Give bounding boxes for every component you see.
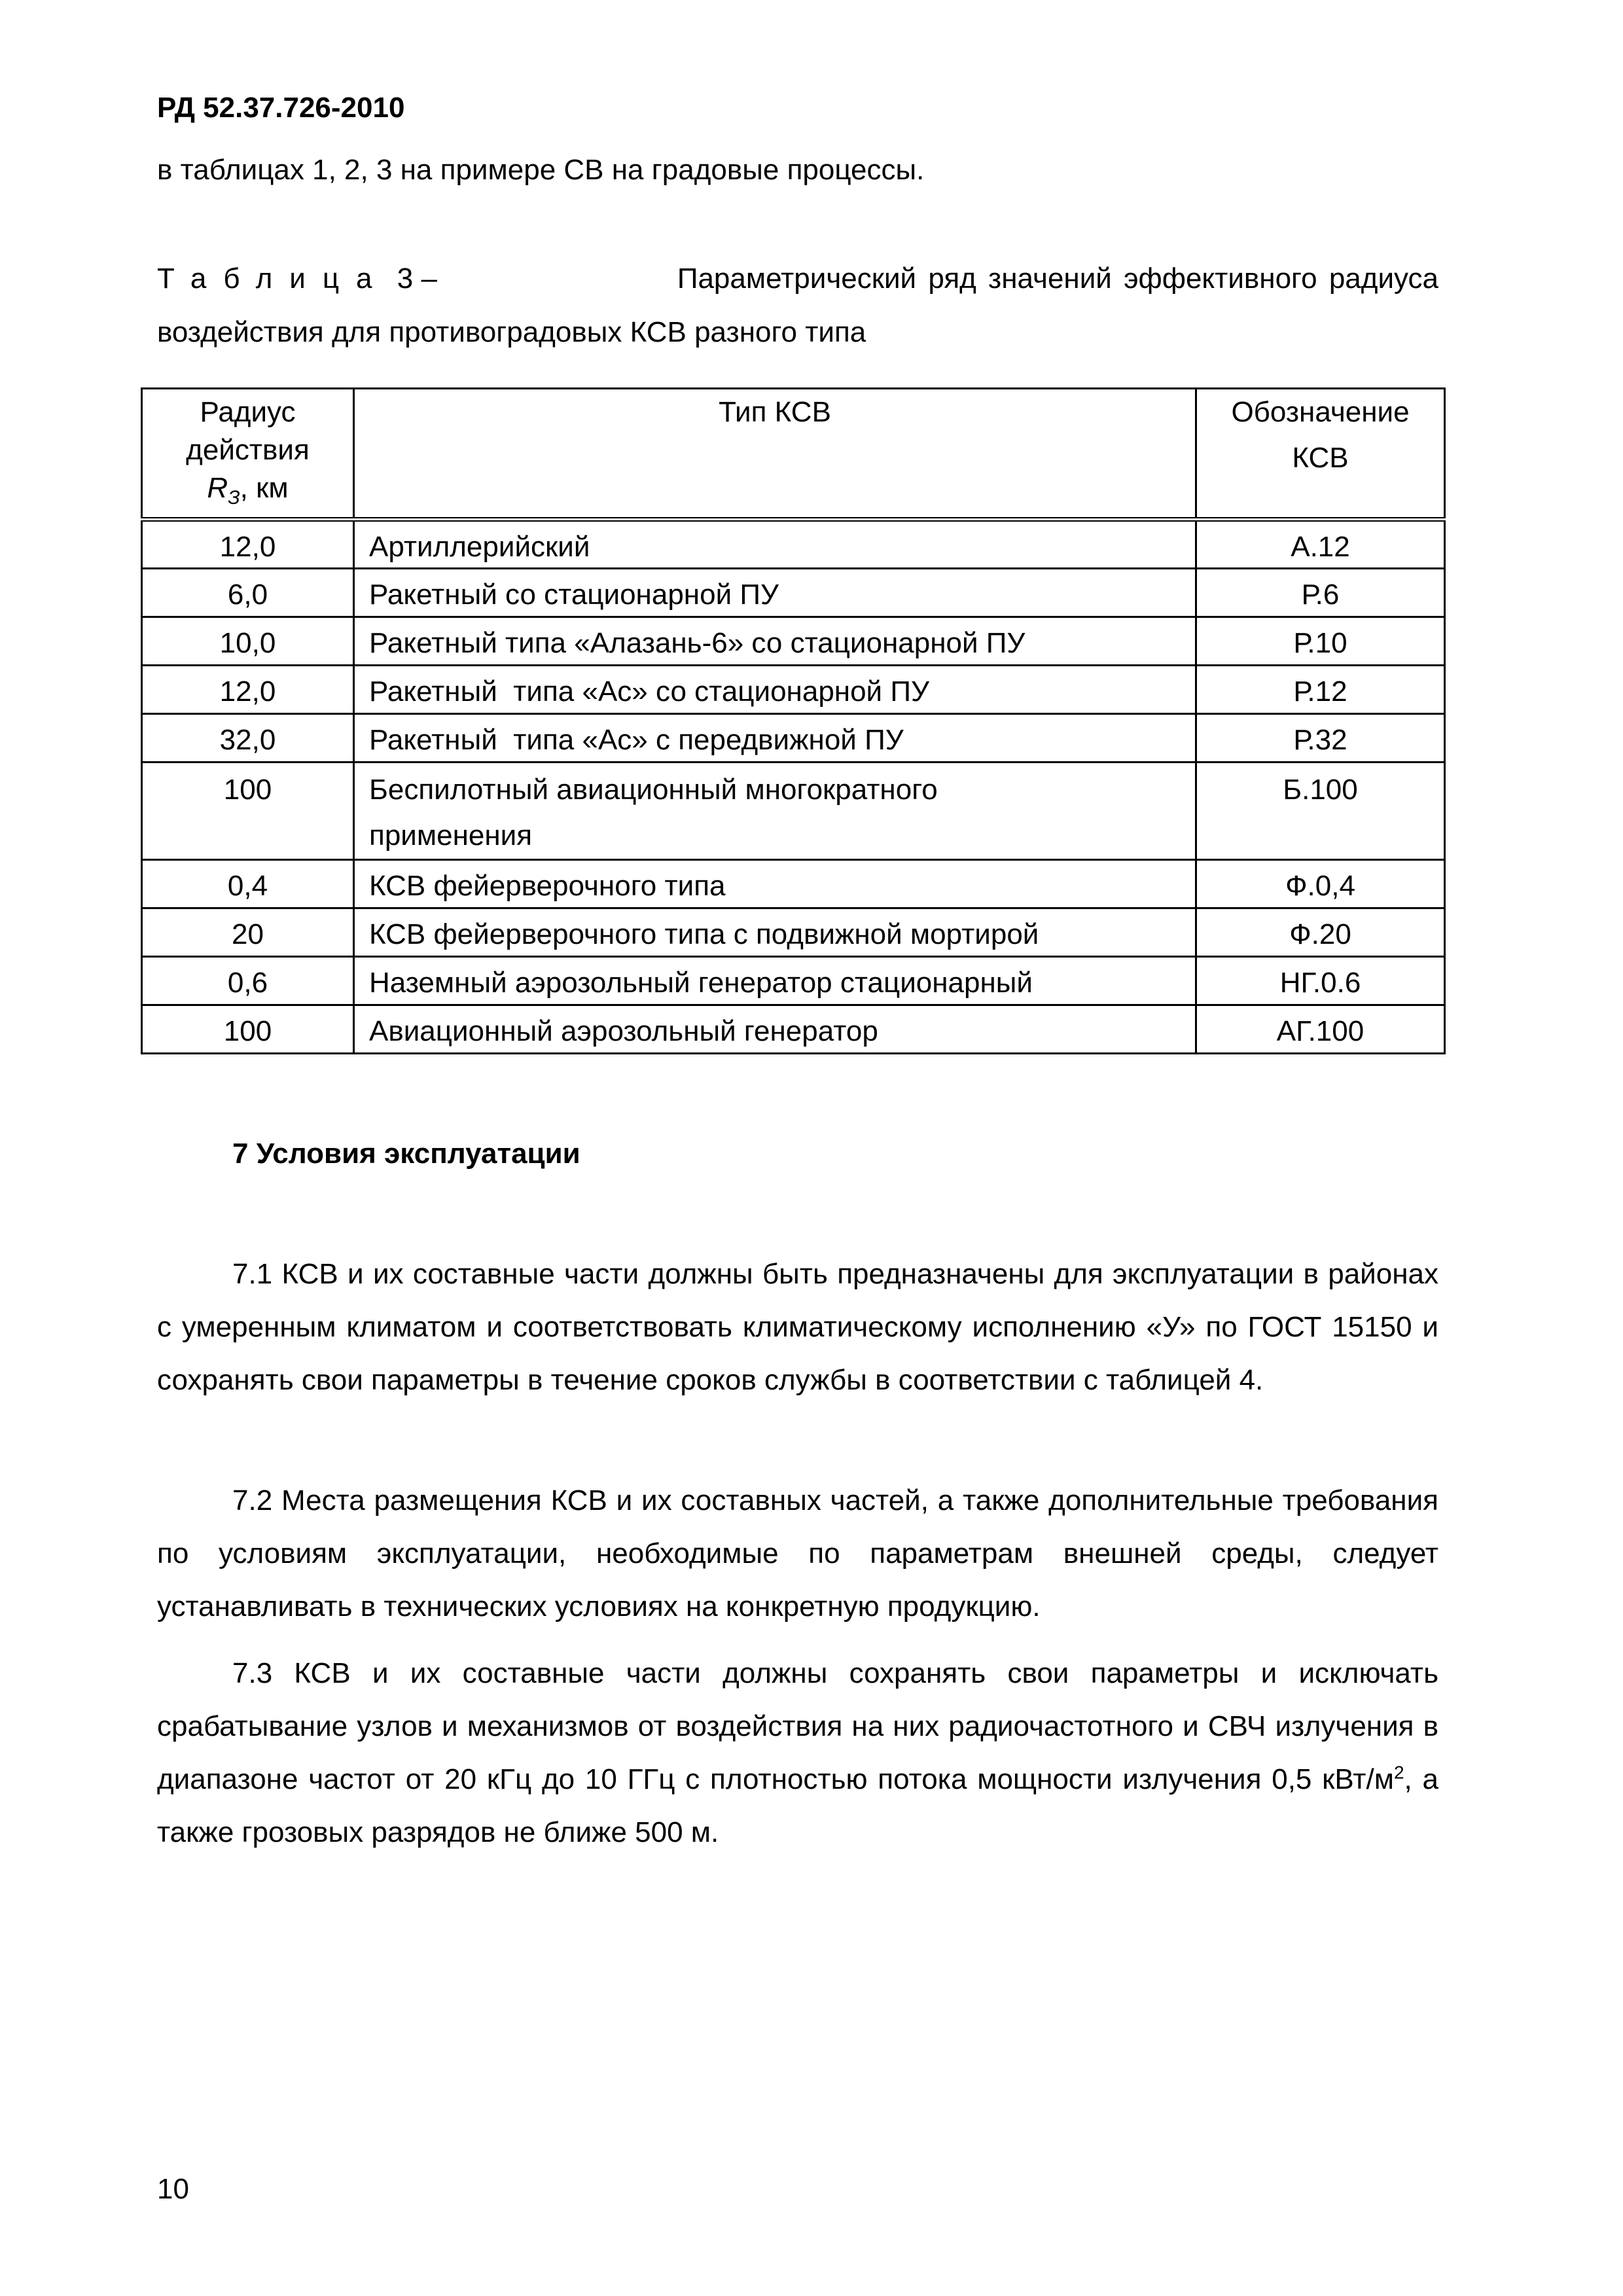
section-title: 7 Условия эксплуатации — [232, 1138, 580, 1170]
table-row — [142, 568, 1445, 617]
cell-designation: Б.100 — [1196, 762, 1445, 859]
table-row — [142, 665, 1445, 713]
intro-line: в таблицах 1, 2, 3 на примере СВ на градовые процессы. — [157, 154, 925, 186]
table-row — [142, 956, 1445, 1005]
cell-radius: 100 — [142, 1005, 354, 1053]
table-caption-title-part1: Параметрический ряд значений эффективного радиуса — [677, 262, 1438, 295]
cell-radius: 10,0 — [142, 617, 354, 665]
table-row — [142, 908, 1445, 956]
cell-radius: 12,0 — [142, 519, 354, 568]
cell-type: Ракетный типа «Ас» со стационарной ПУ — [354, 665, 1196, 713]
cell-designation: АГ.100 — [1196, 1005, 1445, 1053]
header-radius: Радиус действия $R_З$, км — [142, 389, 354, 520]
radius-symbol: $R_З$ — [207, 472, 240, 509]
cell-designation: Р.10 — [1196, 617, 1445, 665]
cell-type: Беспилотный авиационный многократного применения — [354, 762, 1196, 859]
cell-type: КСВ фейерверочного типа с подвижной мортирой — [354, 908, 1196, 956]
cell-type: Ракетный типа «Алазань-6» со стационарной ПУ — [354, 617, 1196, 665]
paragraph-7-3: 7.3 КСВ и их составные части должны сохранять свои параметры и исключать срабатывание узлов и механизмов от воздействия на них радиочастотного и СВЧ излучения в диапазоне частот от 20 кГц до 10 ГГц с плотностью потока мощности излучения 0,5 кВт/$м^2$, а также грозовых разрядов не ближе 500 м. — [157, 1657, 1439, 1848]
header-designation: Обозначение КСВ — [1196, 389, 1445, 520]
superscript-exponent: 2 — [1393, 1762, 1404, 1783]
cell-radius: 6,0 — [142, 568, 354, 617]
table-caption-number: 3 – — [397, 262, 437, 295]
cell-designation: Р.32 — [1196, 713, 1445, 762]
cell-designation: Ф.0,4 — [1196, 859, 1445, 908]
cell-type: Ракетный со стационарной ПУ — [354, 568, 1196, 617]
cell-radius: 0,6 — [142, 956, 354, 1005]
table-row — [142, 1005, 1445, 1053]
parameters-table — [141, 387, 1446, 1054]
cell-radius: 100 — [142, 762, 354, 859]
table-row — [142, 713, 1445, 762]
cell-designation: НГ.0.6 — [1196, 956, 1445, 1005]
document-code: РД 52.37.726-2010 — [157, 92, 405, 124]
header-type: Тип КСВ — [354, 389, 1196, 520]
table-row — [142, 519, 1445, 568]
paragraph-7-2: 7.2 Места размещения КСВ и их составных частей, а также дополнительные требования по условиям эксплуатации, необходимые по параметрам внешней среды, следует устанавливать в технических условиях на конкретную продукцию. — [157, 1484, 1438, 1623]
cell-designation: Р.6 — [1196, 568, 1445, 617]
cell-type: Артиллерийский — [354, 519, 1196, 568]
cell-type: Авиационный аэрозольный генератор — [354, 1005, 1196, 1053]
cell-designation: А.12 — [1196, 519, 1445, 568]
cell-type: Ракетный типа «Ас» с передвижной ПУ — [354, 713, 1196, 762]
cell-type: КСВ фейерверочного типа — [354, 859, 1196, 908]
cell-designation: Ф.20 — [1196, 908, 1445, 956]
cell-radius: 0,4 — [142, 859, 354, 908]
table-row — [142, 762, 1445, 859]
table-row — [142, 859, 1445, 908]
paragraph-7-1: 7.1 КСВ и их составные части должны быть предназначены для эксплуатации в районах с умеренным климатом и соответствовать климатическому исполнению «У» по ГОСТ 15150 и сохранять свои параметры в течение сроков службы в соответствии с таблицей 4. — [157, 1258, 1438, 1396]
table-caption-word: Таблица — [157, 262, 389, 295]
cell-radius: 12,0 — [142, 665, 354, 713]
cell-designation: Р.12 — [1196, 665, 1445, 713]
table-caption — [157, 252, 1438, 359]
table-row — [142, 617, 1445, 665]
page-number: 10 — [157, 2173, 189, 2205]
table-header-row — [142, 389, 1445, 520]
cell-radius: 32,0 — [142, 713, 354, 762]
table-caption-title-part2: воздействия для противоградовых КСВ разного типа — [157, 316, 866, 348]
cell-radius: 20 — [142, 908, 354, 956]
cell-type: Наземный аэрозольный генератор стационарный — [354, 956, 1196, 1005]
